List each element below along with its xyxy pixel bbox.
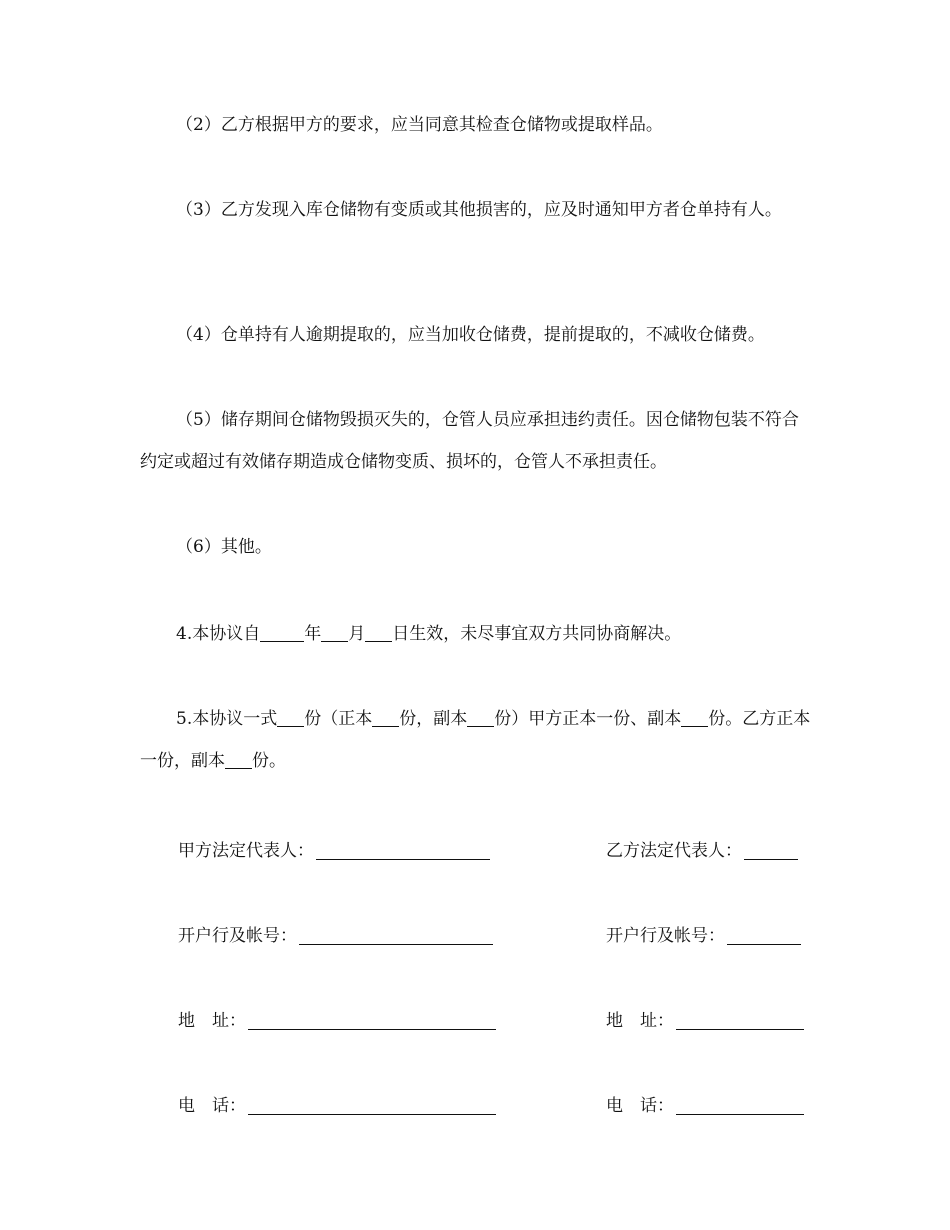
party-a-bank-account-line[interactable] [299,926,493,945]
effective-date-text-4: 日生效，未尽事宜双方共同协商解决。 [392,624,682,644]
copies-text-5: 份。乙方正本一份，副本 [140,709,811,771]
year-blank [260,625,304,642]
effective-date-text-1: 4.本协议自 [176,624,261,644]
party-b-bank-account: 开户行及帐号： [606,923,801,949]
party-b-address: 地 址： [606,1008,804,1034]
party-b-address-line[interactable] [676,1011,804,1030]
clause-3: （3）乙方发现入库仓储物有变质或其他损害的，应及时通知甲方者仓单持有人。 [176,200,782,220]
party-b-phone-line[interactable] [676,1096,804,1115]
copies-text-3: 份，副本 [399,709,468,729]
party-a-phone: 电 话： [178,1093,496,1119]
signature-row-address [178,1008,812,1034]
party-a-address-line[interactable] [248,1011,496,1030]
duplicates-blank [467,710,494,727]
party-b-duplicates-blank [225,752,252,769]
signature-row-phone [178,1093,812,1119]
clause-4: （4）仓单持有人逾期提取的，应当加收仓储费，提前提取的，不减收仓储费。 [176,325,765,345]
total-copies-blank [277,710,304,727]
copies-text-1: 5.本协议一式 [176,709,278,729]
party-a-duplicates-blank [681,710,708,727]
party-b-bank-account-line[interactable] [727,926,801,945]
clause-5: （5）储存期间仓储物毁损灭失的，仓管人员应承担违约责任。因仓储物包装不符合约定或超过有效储存期造成仓储物变质、损坏的，仓管人不承担责任。 [140,410,799,472]
effective-date-text-2: 年 [304,624,322,644]
copies-text-2: 份（正本 [304,709,373,729]
copies-text-4: 份）甲方正本一份、副本 [494,709,682,729]
clause-2: （2）乙方根据甲方的要求，应当同意其检查仓储物或提取样品。 [176,115,663,135]
party-a-address: 地 址： [178,1008,496,1034]
party-a-representative: 甲方法定代表人： [178,838,490,864]
originals-blank [372,710,399,727]
clause-6: （6）其他。 [176,537,272,557]
day-blank [365,625,392,642]
month-blank [321,625,348,642]
party-b-phone: 电 话： [606,1093,804,1119]
signature-row-bank [178,923,812,949]
effective-date-clause [140,613,812,655]
party-a-representative-line[interactable] [316,841,490,860]
copies-clause [140,698,812,782]
party-b-representative-line[interactable] [744,841,798,860]
party-a-phone-line[interactable] [248,1096,496,1115]
party-b-representative: 乙方法定代表人： [606,838,798,864]
copies-text-6: 份。 [252,751,286,771]
party-a-bank-account: 开户行及帐号： [178,923,493,949]
effective-date-text-3: 月 [348,624,366,644]
signature-row-representative [178,838,812,864]
